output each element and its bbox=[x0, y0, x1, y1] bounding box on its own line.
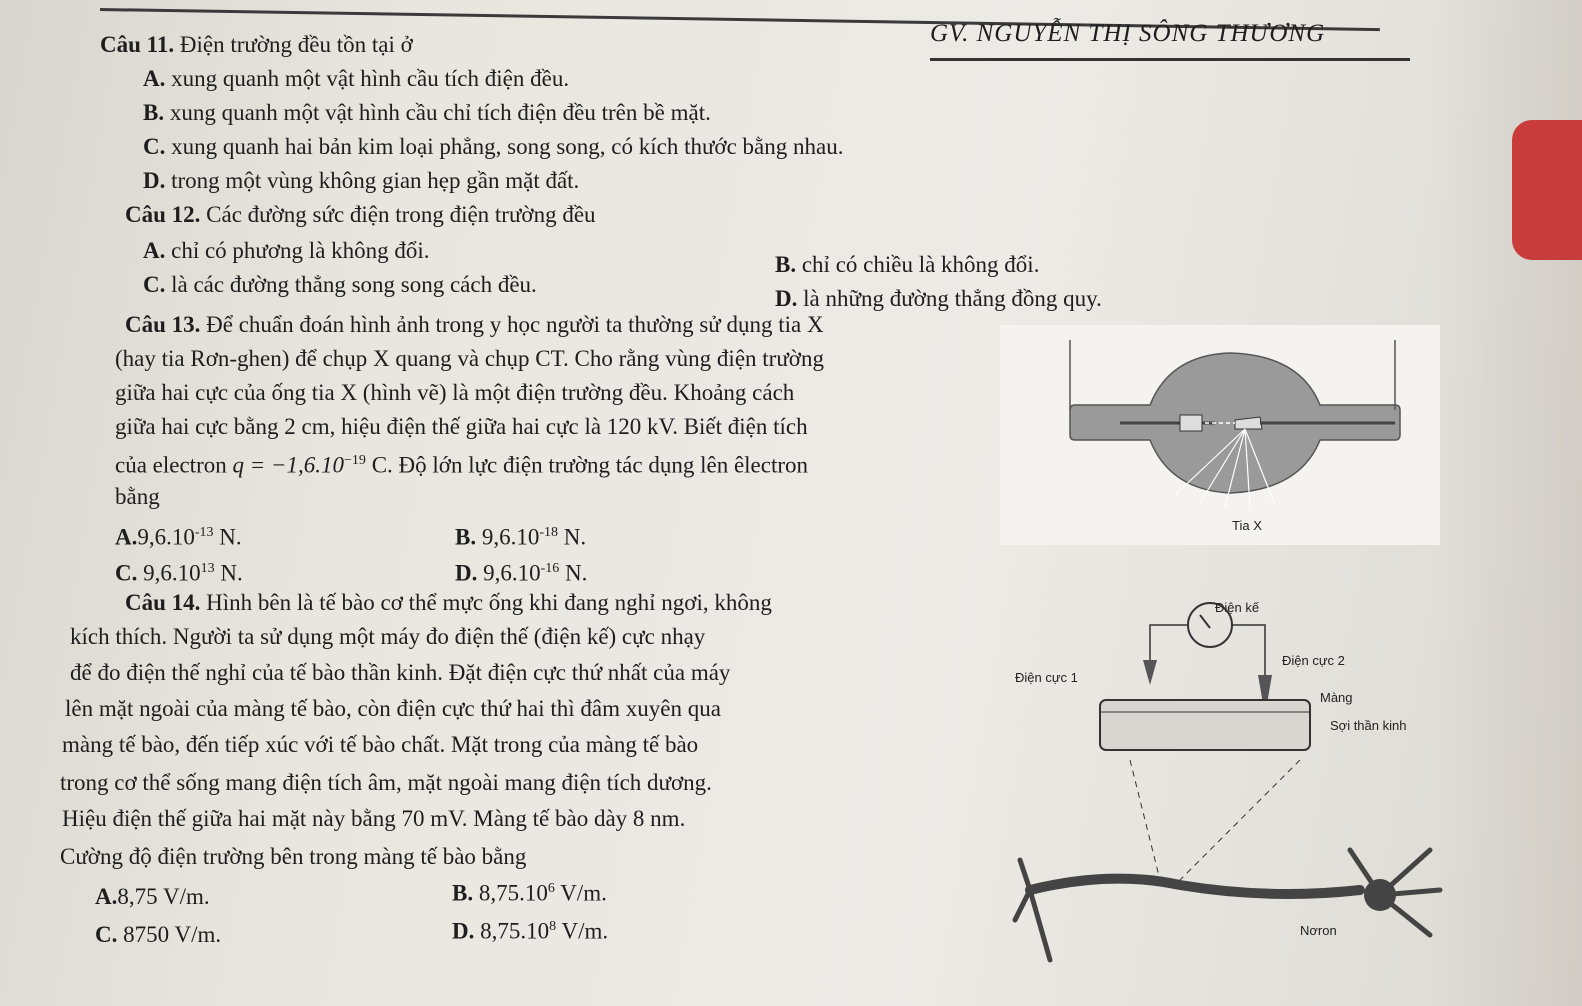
q14-option-a: A.8,75 V/m. bbox=[95, 884, 210, 909]
header-title: GV. NGUYỄN THỊ SÔNG THƯƠNG bbox=[930, 20, 1326, 47]
cathode-cup bbox=[1180, 415, 1202, 431]
meter-needle bbox=[1200, 615, 1210, 628]
q14-line-1: Câu 14. Hình bên là tế bào cơ thể mực ống khi đang nghỉ ngơi, không bbox=[125, 590, 772, 615]
q14-option-b: B. 8,75.10$^6$ V/m. bbox=[452, 880, 607, 906]
q14-line-6: trong cơ thể sống mang điện tích âm, mặt ngoài mang điện tích dương. bbox=[60, 770, 712, 795]
q13-option-d: D. $9,6.10^{-16}$ N. bbox=[455, 560, 588, 586]
q11-option-b: B. xung quanh một vật hình cầu chỉ tích điện đều trên bề mặt. bbox=[143, 100, 711, 125]
q11-option-a: A. xung quanh một vật hình cầu tích điện đều. bbox=[143, 66, 570, 91]
neuron-figure bbox=[1010, 590, 1450, 980]
q12-option-c: C. là các đường thẳng song song cách đều. bbox=[143, 272, 537, 297]
q11-option-d: D. trong một vùng không gian hẹp gần mặt đất. bbox=[143, 168, 580, 193]
electrode-1-label: Điện cực 1 bbox=[1015, 670, 1078, 685]
electrode-2-label: Điện cực 2 bbox=[1282, 653, 1345, 668]
nerve-fiber bbox=[1100, 700, 1310, 750]
q13-option-b: B. $9,6.10^{-18}$ N. bbox=[455, 524, 587, 550]
fiber-label: Sợi thần kinh bbox=[1330, 718, 1407, 733]
q13-line-4: giữa hai cực bằng 2 cm, hiệu điện thế giữa hai cực là 120 kV. Biết điện tích bbox=[115, 414, 808, 439]
q14-line-3: để đo điện thế nghỉ của tế bào thần kinh. Đặt điện cực thứ nhất của máy bbox=[70, 660, 731, 685]
neuron-label: Nơron bbox=[1300, 923, 1337, 938]
q12-option-d: D. là những đường thẳng đồng quy. bbox=[775, 286, 1102, 311]
q14-line-4: lên mặt ngoài của màng tế bào, còn điện cực thứ hai thì đâm xuyên qua bbox=[65, 696, 721, 721]
meter-label: Điện kế bbox=[1215, 600, 1260, 615]
q14-option-d: D. 8,75.10$^8$ V/m. bbox=[452, 918, 609, 944]
electrode-1 bbox=[1143, 660, 1157, 685]
q11-option-c: C. xung quanh hai bản kim loại phẳng, song song, có kích thước bằng nhau. bbox=[143, 134, 844, 159]
red-object bbox=[1512, 120, 1582, 260]
xray-tube-figure bbox=[1000, 325, 1440, 545]
q13-line-1: Câu 13. Để chuẩn đoán hình ảnh trong y học người ta thường sử dụng tia X bbox=[125, 312, 824, 337]
q14-option-c: C. 8750 V/m. bbox=[95, 922, 222, 947]
q11-stem: Câu 11. Điện trường đều tồn tại ở bbox=[100, 32, 413, 57]
q13-option-c: C. 9,6.10$^{13}$ N. bbox=[115, 560, 243, 586]
q14-line-8: Cường độ điện trường bên trong màng tế bào bằng bbox=[60, 844, 527, 869]
axon bbox=[1030, 879, 1360, 894]
q13-line-6: bằng bbox=[115, 484, 160, 509]
q13-line-3: giữa hai cực của ống tia X (hình vẽ) là một điện trường đều. Khoảng cách bbox=[115, 380, 795, 405]
q12-option-b: B. chỉ có chiều là không đổi. bbox=[775, 252, 1040, 277]
q12-option-a: A. chỉ có phương là không đổi. bbox=[143, 238, 430, 263]
header-rule bbox=[930, 58, 1410, 61]
q14-line-5: màng tế bào, đến tiếp xúc với tế bào chất. Mặt trong của màng tế bào bbox=[62, 732, 699, 757]
q13-option-a: $A.9,6.10^{-13}$ N. bbox=[115, 524, 242, 550]
meter-wires bbox=[1150, 625, 1265, 675]
zoom-lines bbox=[1130, 760, 1300, 880]
q14-line-7: Hiệu điện thế giữa hai mặt này bằng 70 mV. Màng tế bào dày 8 nm. bbox=[62, 806, 686, 831]
xray-caption: Tia X bbox=[1232, 518, 1262, 533]
q14-line-2: kích thích. Người ta sử dụng một máy đo điện thế (điện kế) cực nhạy bbox=[70, 624, 706, 649]
q12-stem: Câu 12. Các đường sức điện trong điện trường đều bbox=[125, 202, 596, 227]
q13-line-5: của electron $q = -1,6.10^{-19}$ C. Độ lớn lực điện trường tác dụng lên êlectron bbox=[115, 452, 809, 478]
q13-line-2: (hay tia Rơn-ghen) để chụp X quang và chụp CT. Cho rằng vùng điện trường bbox=[115, 346, 824, 371]
membrane-label: Màng bbox=[1320, 690, 1353, 705]
